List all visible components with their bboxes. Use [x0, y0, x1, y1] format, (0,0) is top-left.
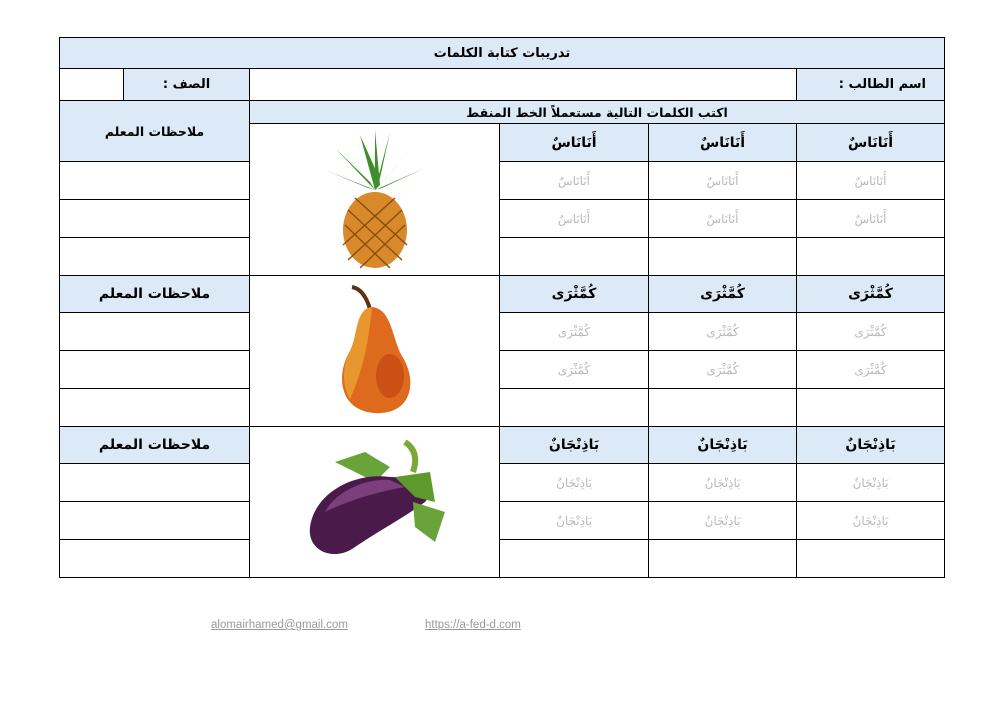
- trace-word[interactable]: كُمَّثْرَى: [649, 313, 797, 351]
- word-cell: كُمَّثْرَى: [797, 276, 945, 313]
- trace-word[interactable]: كُمَّثْرَى: [797, 313, 945, 351]
- notes-line[interactable]: [60, 238, 250, 276]
- writing-line[interactable]: [797, 238, 945, 276]
- teacher-notes-header: ملاحظات المعلم: [60, 276, 250, 313]
- writing-line[interactable]: [500, 540, 649, 578]
- trace-word[interactable]: بَاذِنْجَانٌ: [797, 464, 945, 502]
- trace-word[interactable]: أَنَانَاسٌ: [797, 200, 945, 238]
- trace-word[interactable]: بَاذِنْجَانٌ: [500, 502, 649, 540]
- word-cell: أَنَانَاسٌ: [797, 124, 945, 162]
- footer-email-link[interactable]: alomairhamed@gmail.com: [211, 619, 348, 631]
- notes-line[interactable]: [60, 389, 250, 427]
- word-cell: بَاذِنْجَانٌ: [500, 427, 649, 464]
- trace-word[interactable]: بَاذِنْجَانٌ: [649, 502, 797, 540]
- trace-word[interactable]: كُمَّثْرَى: [500, 313, 649, 351]
- eggplant-image: [250, 427, 500, 578]
- notes-line[interactable]: [60, 313, 250, 351]
- trace-word[interactable]: أَنَانَاسٌ: [500, 200, 649, 238]
- trace-word[interactable]: كُمَّثْرَى: [797, 351, 945, 389]
- pineapple-icon: [320, 130, 430, 270]
- trace-word[interactable]: أَنَانَاسٌ: [649, 162, 797, 200]
- trace-word[interactable]: أَنَانَاسٌ: [649, 200, 797, 238]
- word-cell: بَاذِنْجَانٌ: [649, 427, 797, 464]
- pear-image: [250, 276, 500, 427]
- teacher-notes-header: ملاحظات المعلم: [60, 427, 250, 464]
- student-name-field[interactable]: [250, 69, 797, 101]
- trace-word[interactable]: أَنَانَاسٌ: [500, 162, 649, 200]
- word-cell: كُمَّثْرَى: [500, 276, 649, 313]
- grade-row: [60, 69, 250, 101]
- notes-line[interactable]: [60, 502, 250, 540]
- student-name-label: اسم الطالب :: [797, 69, 945, 101]
- writing-line[interactable]: [649, 238, 797, 276]
- writing-line[interactable]: [649, 540, 797, 578]
- instruction-text: اكتب الكلمات التالية مستعملاً الخط المنقط: [250, 101, 945, 124]
- worksheet-table: [59, 37, 945, 578]
- trace-word[interactable]: أَنَانَاسٌ: [797, 162, 945, 200]
- footer-website-link[interactable]: https://a-fed-d.com: [425, 619, 521, 631]
- writing-line[interactable]: [797, 540, 945, 578]
- trace-word[interactable]: كُمَّثْرَى: [649, 351, 797, 389]
- trace-word[interactable]: كُمَّثْرَى: [500, 351, 649, 389]
- pear-icon: [320, 281, 430, 421]
- trace-word[interactable]: بَاذِنْجَانٌ: [797, 502, 945, 540]
- grade-field[interactable]: [60, 69, 123, 100]
- word-cell: بَاذِنْجَانٌ: [797, 427, 945, 464]
- grade-label: الصف :: [123, 69, 249, 100]
- worksheet-title: تدريبات كتابة الكلمات: [60, 38, 945, 69]
- trace-word[interactable]: بَاذِنْجَانٌ: [649, 464, 797, 502]
- writing-line[interactable]: [500, 389, 649, 427]
- teacher-notes-header: ملاحظات المعلم: [60, 101, 250, 162]
- trace-word[interactable]: بَاذِنْجَانٌ: [500, 464, 649, 502]
- worksheet: [59, 37, 944, 578]
- notes-line[interactable]: [60, 162, 250, 200]
- eggplant-icon: [295, 432, 455, 572]
- notes-line[interactable]: [60, 351, 250, 389]
- word-cell: كُمَّثْرَى: [649, 276, 797, 313]
- writing-line[interactable]: [797, 389, 945, 427]
- word-cell: أَنَانَاسٌ: [500, 124, 649, 162]
- notes-line[interactable]: [60, 540, 250, 578]
- word-cell: أَنَانَاسٌ: [649, 124, 797, 162]
- writing-line[interactable]: [500, 238, 649, 276]
- notes-line[interactable]: [60, 464, 250, 502]
- notes-line[interactable]: [60, 200, 250, 238]
- writing-line[interactable]: [649, 389, 797, 427]
- pineapple-image: [250, 124, 500, 276]
